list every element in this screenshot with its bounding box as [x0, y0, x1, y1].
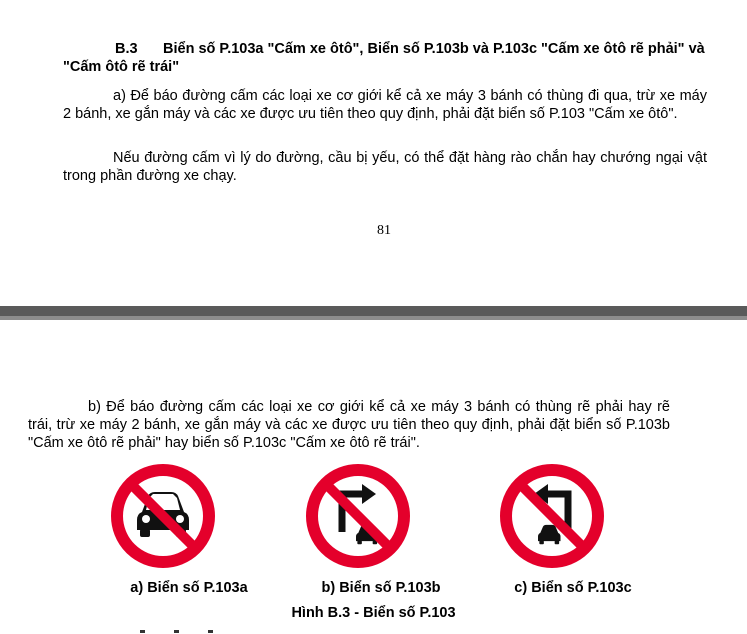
section-heading: [63, 40, 713, 76]
figure-title: Hình B.3 - Biển số P.103: [291, 605, 456, 621]
sign-p103b-no-right-turn-icon: [304, 462, 412, 570]
paragraph-a-note: Nếu đường cấm vì lý do đường, cầu bị yếu, có thể đặt hàng rào chắn hay chướng ngại vật trong phần đường xe chạy.: [63, 150, 707, 184]
caption-p103c: c) Biển số P.103c: [514, 580, 632, 596]
sign-p103c-no-left-turn-icon: [498, 462, 606, 570]
section-title: Biển số P.103a "Cấm xe ôtô", Biển số P.103b và P.103c "Cấm xe ôtô rẽ phải" và "Cấm ôtô rẽ trái": [63, 41, 705, 75]
next-line-fragment: [118, 628, 238, 634]
section-number: B.3: [115, 41, 138, 57]
sign-p103a-no-cars-icon: [109, 462, 217, 570]
caption-p103b: b) Biển số P.103b: [321, 580, 441, 596]
paragraph-a: a) Để báo đường cấm các loại xe cơ giới kể cả xe máy 3 bánh có thùng đi qua, trừ xe máy 2 bánh, xe gắn máy và các xe được ưu tiên theo quy định, phải đặt biển số P.103 "Cấm xe ôtô".: [63, 88, 707, 122]
page-number: 81: [377, 223, 391, 238]
paragraph-b: b) Để báo đường cấm các loại xe cơ giới kể cả xe máy 3 bánh có thùng rẽ phải hay rẽ trái, trừ xe máy 2 bánh, xe gắn máy và các xe được ưu tiên theo quy định, phải đặt biển số P.103b "Cấm xe ôtô rẽ phải" hay biển số P.103c "Cấm xe ôtô rẽ trái".: [28, 399, 670, 451]
caption-p103a: a) Biển số P.103a: [130, 580, 248, 596]
